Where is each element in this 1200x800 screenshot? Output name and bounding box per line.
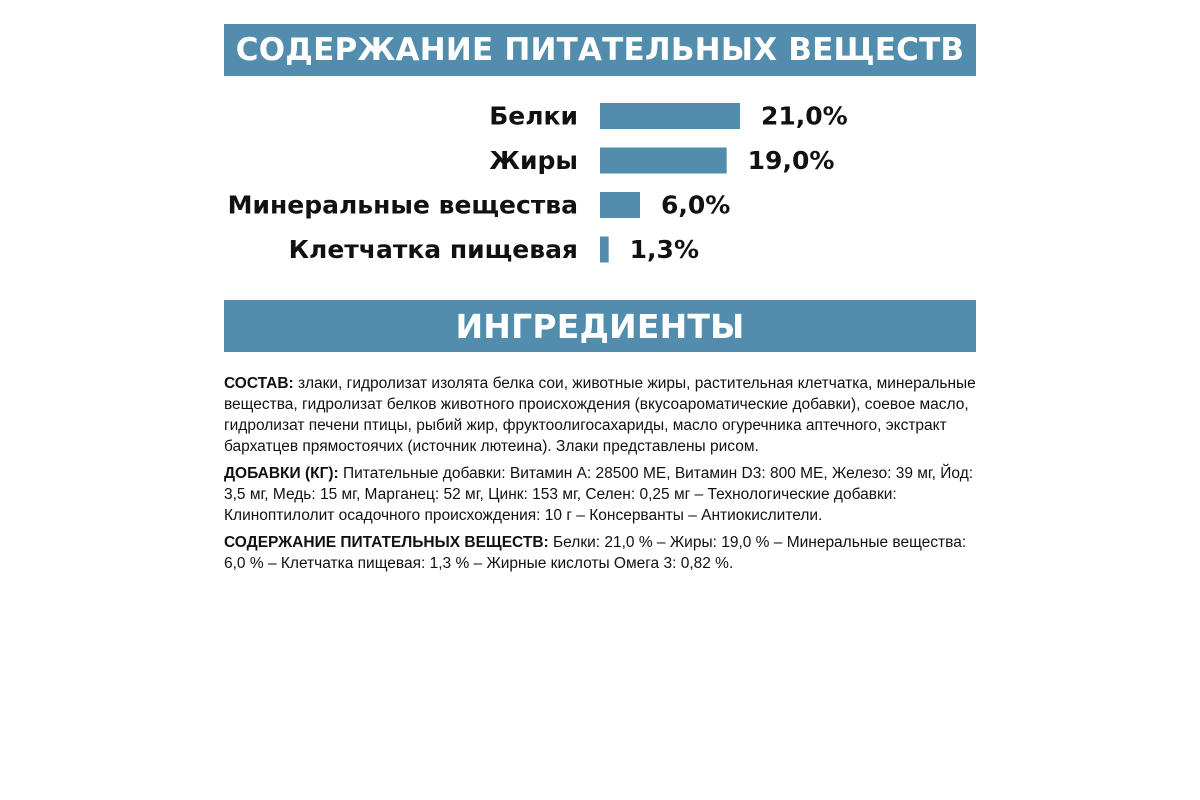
bar xyxy=(600,148,727,174)
ingredients-title: ИНГРЕДИЕНТЫ xyxy=(455,306,745,346)
nutrients-heading: СОДЕРЖАНИЕ ПИТАТЕЛЬНЫХ ВЕЩЕСТВ: xyxy=(224,534,549,551)
additives-heading: ДОБАВКИ (КГ): xyxy=(224,465,339,482)
bar xyxy=(600,103,740,129)
ingredients-title-banner xyxy=(224,300,976,352)
bar xyxy=(600,192,640,218)
composition-heading: СОСТАВ: xyxy=(224,375,294,392)
value-label: 21,0% xyxy=(761,101,848,131)
composition-paragraph xyxy=(224,373,976,457)
nutrients-paragraph xyxy=(224,532,976,574)
category-label: Жиры xyxy=(489,146,578,175)
value-label: 6,0% xyxy=(661,190,731,220)
value-label: 19,0% xyxy=(747,146,835,175)
category-label: Клетчатка пищевая xyxy=(288,235,578,264)
value-label: 1,3% xyxy=(629,235,700,264)
additives-text: Питательные добавки: Витамин A: 28500 МЕ, Витамин D3: 800 МЕ, Железо: 39 мг, Йод: 3,5 мг, Медь: 15 мг, Марганец: 52 мг, Цинк: 153 мг, Селен: 0,25 мг – Технологические добавки: Клиноптилолит осадочного происхождения: 10 г – Консерванты – Антиокислители. xyxy=(224,465,974,524)
nutrients-title: СОДЕРЖАНИЕ ПИТАТЕЛЬНЫХ ВЕЩЕСТВ xyxy=(235,32,965,68)
ingredients-text-block xyxy=(224,373,976,580)
bar xyxy=(600,237,609,263)
category-label: Минеральные вещества xyxy=(227,190,578,220)
additives-paragraph xyxy=(224,463,976,526)
nutrients-text: Белки: 21,0 % – Жиры: 19,0 % – Минеральные вещества: 6,0 % – Клетчатка пищевая: 1,3 % – Жирные кислоты Омега 3: 0,82 %. xyxy=(224,534,967,572)
composition-text: злаки, гидролизат изолята белка сои, животные жиры, растительная клетчатка, минеральные вещества, гидролизат белков животного происхождения (вкусоароматические добавки), соевое масло, гидролизат печени птицы, рыбий жир, фруктоолигосахариды, масло огуречника аптечного, экстракт бархатцев прямостоячих (источник лютеина). Злаки представлены рисом. xyxy=(224,375,976,455)
category-label: Белки xyxy=(489,101,578,131)
